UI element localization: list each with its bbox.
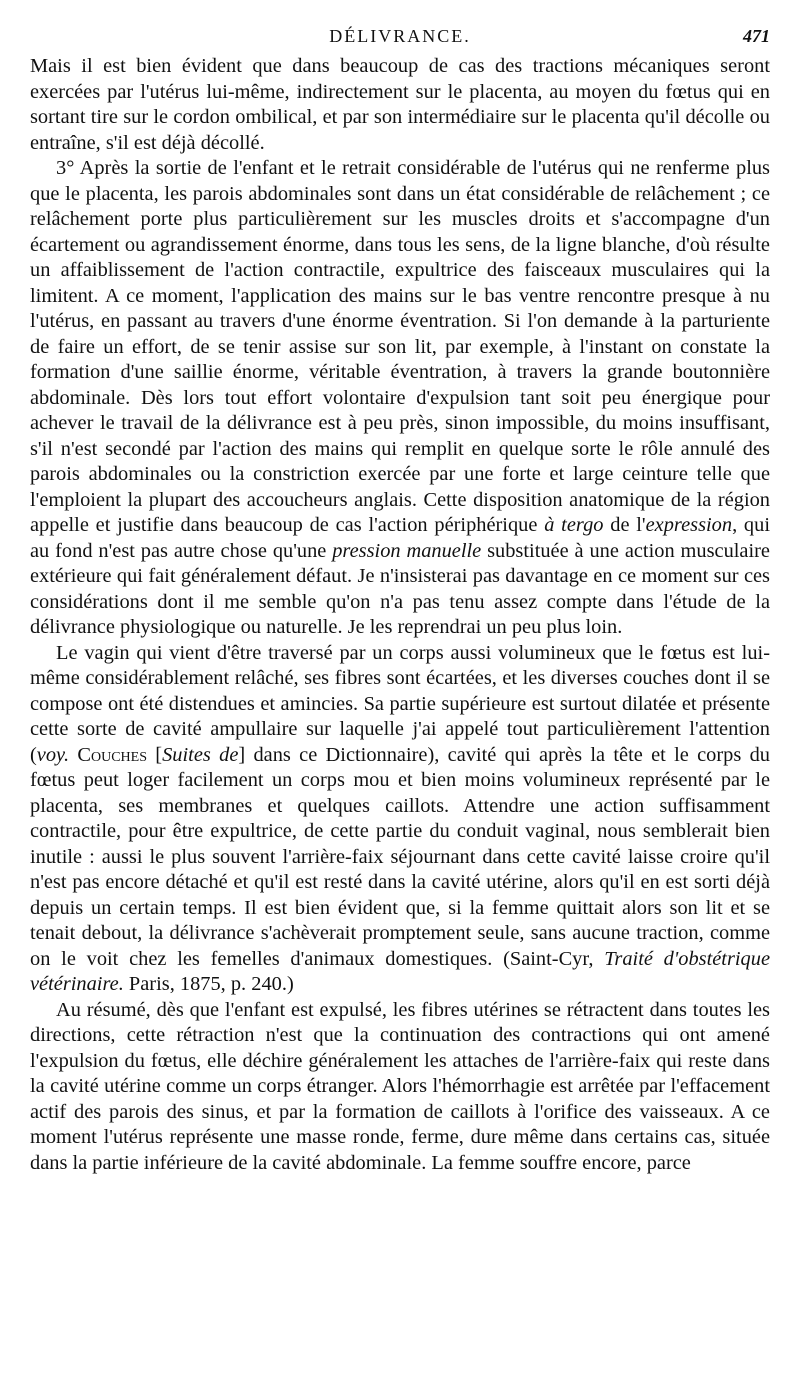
paragraph-3 — [30, 641, 770, 998]
italic-voy: voy. — [36, 743, 70, 766]
paragraph-3-text-b: [ — [147, 743, 163, 766]
paragraph-1: Mais il est bien évident que dans beaucoup de cas des tractions mécaniques seront exercées par l'utérus lui-même, indirectement sur le placenta, au moyen du fœtus qui en sortant tire sur le cordon ombilical, et par son intermédiaire sur le placenta qu'il décolle ou entraîne, s'il est déjà décollé. — [30, 55, 770, 154]
italic-traite-obstetrique: Traité d'obstétrique vétérinaire. — [30, 947, 770, 995]
paragraph-2 — [30, 156, 770, 641]
smallcaps-couches: Couches — [77, 743, 147, 766]
paragraph-3-text-d: Paris, 1875, p. 240.) — [123, 973, 294, 995]
running-title: DÉLIVRANCE. — [329, 26, 471, 46]
page-number: 471 — [743, 26, 770, 46]
paragraph-3-text-a: Le vagin qui vient d'être traversé par un corps aussi volumineux que le fœtus est lui-même considérablement relâché, ses fibres sont écartées, et les diverses couches dont il se compose ont été distendues et amincies. Sa partie supérieure est surtout dilatée et présente cette sorte de cavité ampullaire sur laquelle j'ai appelé tout particulièrement l'attention ( — [30, 641, 770, 766]
book-page — [30, 26, 770, 1176]
paragraph-2-text-a: 3° Après la sortie de l'enfant et le retrait considérable de l'utérus qui ne renferme plus que le placenta, les parois abdominales sont dans un état considérable de relâchement ; ce relâchement porte plus particulièrement sur les muscles droits et s'accompagne d'un écartement ou agrandissement énorme, dans tous les sens, de la ligne blanche, d'où résulte un affaiblissement de l'action contractile, expultrice des faisceaux musculaires qui la limitent. A ce moment, l'application des mains sur le bas ventre rencontre presque à nu l'utérus, en passant au travers d'une énorme éventration. Si l'on demande à la parturiente de faire un effort, de se tenir assise sur son lit, par exemple, à l'instant on constate la formation d'une saillie énorme, véritable éventration, à travers la grande boutonnière abdominale. Dès lors tout effort volontaire d'expulsion tant soit peu énergique pour achever le travail de la délivrance est à peu près, sinon impossible, du moins insuffisant, s'il n'est secondé par l'action des mains qui remplit en quelque sorte le rôle annulé des parois abdominales ou la constriction exercée par une forte et large ceinture telle que l'emploient la plupart des accoucheurs anglais. Cette disposition anatomique de la région appelle et justifie dans beaucoup de cas l'action périphérique — [30, 157, 770, 536]
paragraph-3-text-c: ] dans ce Dictionnaire), cavité qui après la tête et le corps du fœtus peut loger facilement un corps mou et bien moins volumineux représenté par le placenta, ses membranes et quelques caillots. Attendre une action suffisamment contractile, pour être expultrice, de cette partie du conduit vaginal, nous semblerait bien inutile : aussi le plus souvent l'arrière-faix séjournant dans cette cavité laisse croire qu'il n'est pas encore détaché et qu'il est resté dans la cavité utérine, alors qu'il en est sorti déjà depuis un certain temps. Il est bien évident que, si la femme quittait alors son lit et se tenait debout, la délivrance s'achèverait promptement seule, sans aucune traction, comme on le voit chez les femelles d'animaux domestiques. (Saint-Cyr, — [30, 743, 770, 970]
italic-a-tergo: à tergo — [544, 514, 604, 536]
paragraph-2-text-b: de l' — [603, 514, 646, 536]
italic-expression: expression — [645, 514, 733, 536]
paragraph-4: Au résumé, dès que l'enfant est expulsé, les fibres utérines se rétractent dans toutes les directions, cette rétraction n'est que la continuation des contractions qui ont amené l'expulsion du fœtus, elle déchire généralement les attaches de l'arrière-faix qui reste dans la cavité utérine comme un corps étranger. Alors l'hémorrhagie est arrêtée par l'effacement actif des parois des sinus, et par la formation de caillots à l'orifice des vaisseaux. A ce moment l'utérus représente une masse ronde, ferme, dure même dans certains cas, située dans la partie inférieure de la cavité abdominale. La femme souffre encore, parce — [30, 998, 770, 1174]
paragraph-2-text-d: substituée à une action musculaire extérieure qui fait généralement défaut. Je n'insisterai pas davantage en ce moment sur ces considérations dont il me semble qu'on n'a pas tenu assez compte dans l'étude de la délivrance physiologique ou naturelle. Je les reprendrai un peu plus loin. — [30, 539, 770, 638]
italic-suites-de: Suites de — [162, 743, 239, 766]
italic-pression-manuelle: pression manuelle — [332, 539, 482, 562]
body-text — [30, 54, 770, 1176]
running-head — [30, 26, 770, 54]
paragraph-2-text-c: , qui au fond n'est pas autre chose qu'une — [30, 514, 770, 562]
